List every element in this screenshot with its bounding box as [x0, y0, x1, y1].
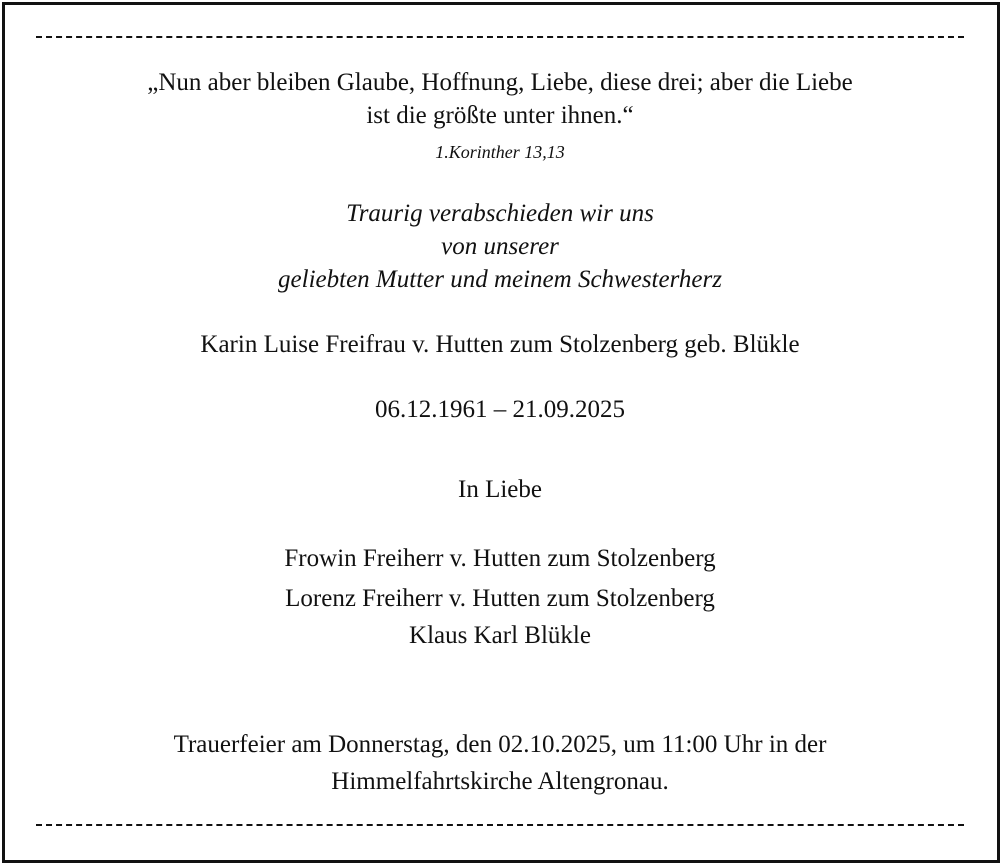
farewell-line-3: geliebten Mutter und meinem Schwesterherz	[278, 266, 722, 293]
service-line-1: Trauerfeier am Donnerstag, den 02.10.2025, um 11:00 Uhr in der	[173, 731, 827, 758]
mourner-name: Klaus Karl Blükle	[409, 622, 591, 649]
life-dates: 06.12.1961 – 21.09.2025	[375, 396, 625, 423]
quote-reference: 1.Korinther 13,13	[435, 142, 565, 162]
service-line-2: Himmelfahrtskirche Altengronau.	[331, 768, 669, 795]
bottom-dashed-divider	[36, 824, 964, 826]
closing-phrase: In Liebe	[458, 476, 542, 503]
top-dashed-divider	[36, 36, 964, 38]
quote-line-1: „Nun aber bleiben Glaube, Hoffnung, Liebe, diese drei; aber die Liebe	[147, 69, 853, 96]
mourner-name: Lorenz Freiherr v. Hutten zum Stolzenberg	[285, 585, 715, 612]
deceased-name: Karin Luise Freifrau v. Hutten zum Stolzenberg geb. Blükle	[200, 331, 800, 358]
farewell-line-1: Traurig verabschieden wir uns	[346, 200, 654, 227]
mourner-name: Frowin Freiherr v. Hutten zum Stolzenberg	[284, 545, 716, 572]
farewell-line-2: von unserer	[441, 233, 559, 260]
quote-line-2: ist die größte unter ihnen.“	[366, 102, 634, 129]
